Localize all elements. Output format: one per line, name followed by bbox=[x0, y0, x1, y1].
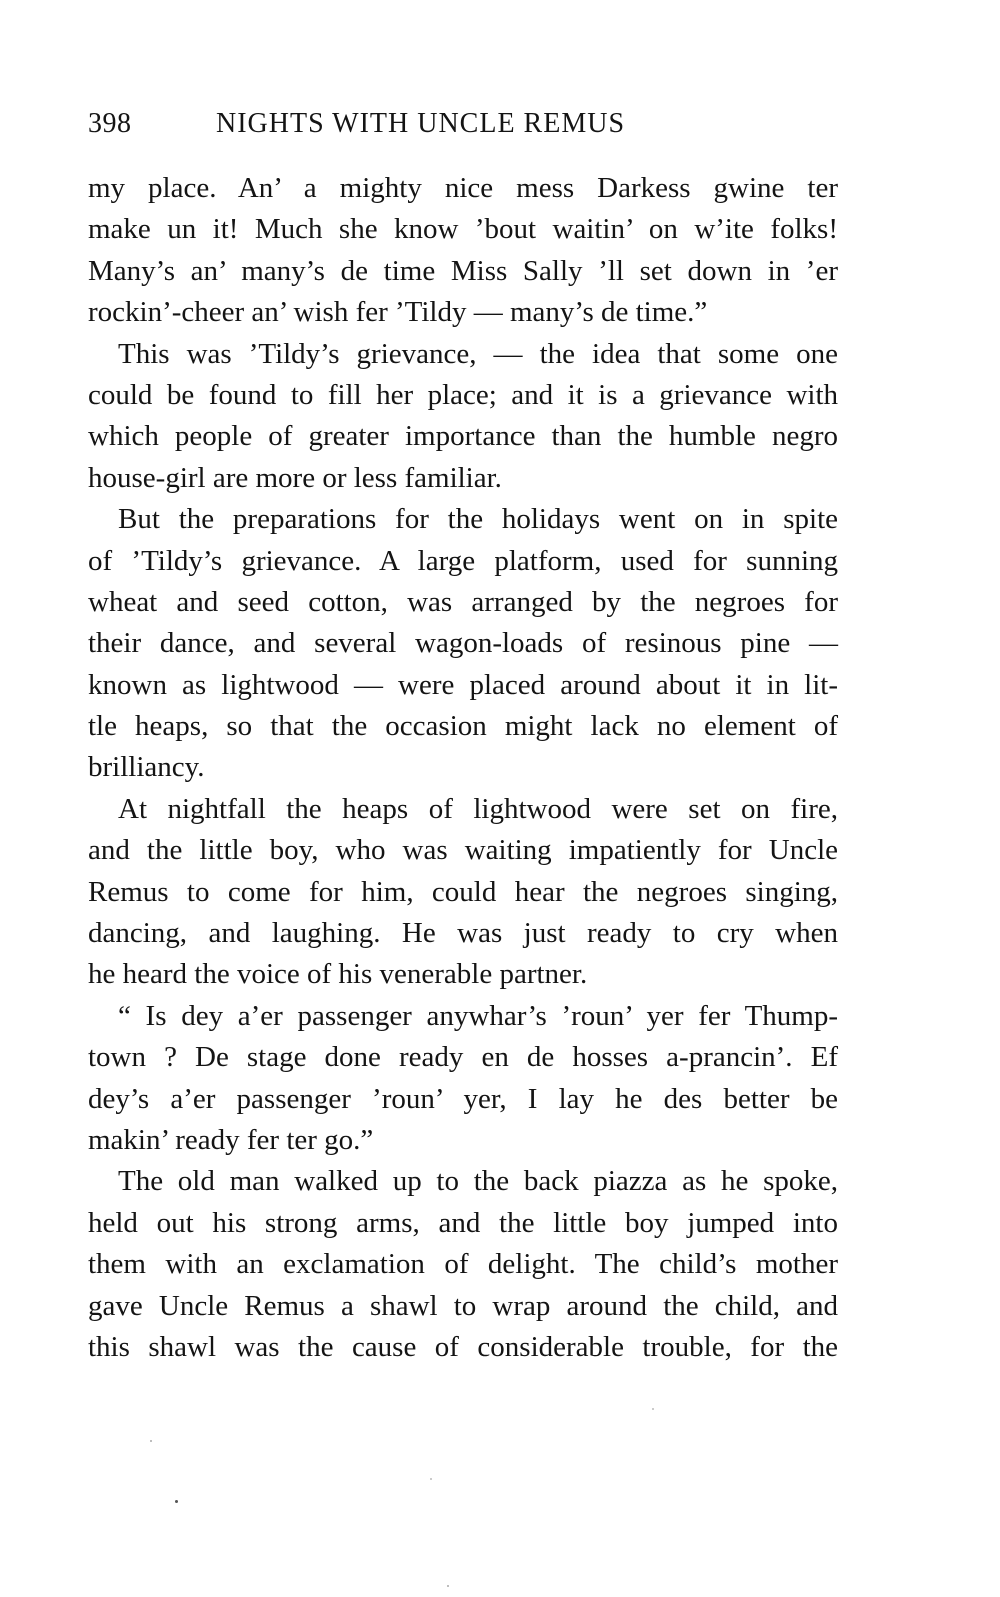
text-line: gave Uncle Remus a shawl to wrap around the child, and bbox=[88, 1289, 838, 1322]
text-line: Many’s an’ many’s de time Miss Sally ’ll set down in ’er bbox=[88, 254, 838, 287]
text-line: which people of greater importance than the humble negro bbox=[88, 420, 838, 453]
page-number: 398 bbox=[88, 108, 132, 139]
text-line: make un it! Much she know ’bout waitin’ on w’ite folks! bbox=[88, 213, 838, 246]
text-line: tle heaps, so that the occasion might lack no element of bbox=[88, 710, 838, 743]
text-line: my place. An’ a mighty nice mess Darkess gwine ter bbox=[88, 172, 838, 204]
text-line: dey’s a’er passenger ’roun’ yer, I lay he des better be bbox=[88, 1082, 838, 1115]
text-line: house-girl are more or less familiar. bbox=[88, 461, 502, 494]
text-line: wheat and seed cotton, was arranged by the negroes for bbox=[88, 585, 838, 618]
paragraph-first-line: The old man walked up to the back piazza as he spoke, bbox=[118, 1165, 838, 1198]
running-head bbox=[88, 108, 848, 152]
text-line: brilliancy. bbox=[88, 751, 205, 784]
text-line: their dance, and several wagon-loads of resinous pine — bbox=[88, 627, 838, 660]
text-line: held out his strong arms, and the little boy jumped into bbox=[88, 1206, 838, 1239]
text-line: and the little boy, who was waiting impatiently for Uncle bbox=[88, 834, 838, 867]
text-line: known as lightwood — were placed around about it in lit- bbox=[88, 668, 838, 701]
scan-speck bbox=[430, 1478, 432, 1480]
scan-speck bbox=[652, 1408, 654, 1410]
body-text bbox=[88, 168, 838, 1368]
text-line: dancing, and laughing. He was just ready to cry when bbox=[88, 917, 838, 950]
paragraph-first-line: At nightfall the heaps of lightwood were set on fire, bbox=[118, 792, 838, 825]
paragraph-first-line: “ Is dey a’er passenger anywhar’s ’roun’ yer fer Thump- bbox=[118, 999, 838, 1032]
text-line: he heard the voice of his venerable partner. bbox=[88, 958, 588, 991]
text-line: Remus to come for him, could hear the negroes singing, bbox=[88, 875, 838, 908]
text-line: could be found to fill her place; and it is a grievance with bbox=[88, 378, 838, 411]
scan-speck bbox=[150, 1440, 152, 1442]
text-line: makin’ ready fer ter go.” bbox=[88, 1123, 374, 1156]
running-title: NIGHTS WITH UNCLE REMUS bbox=[216, 108, 626, 139]
text-line: town ? De stage done ready en de hosses a-prancin’. Ef bbox=[88, 1041, 838, 1074]
paragraph-first-line: This was ’Tildy’s grievance, — the idea that some one bbox=[118, 337, 838, 370]
paragraph-first-line: But the preparations for the holidays went on in spite bbox=[118, 503, 838, 536]
text-line: them with an exclamation of delight. The child’s mother bbox=[88, 1248, 838, 1281]
text-line: rockin’-cheer an’ wish fer ’Tildy — many’s de time.” bbox=[88, 296, 708, 329]
text-line: of ’Tildy’s grievance. A large platform, used for sunning bbox=[88, 544, 838, 577]
scan-speck bbox=[447, 1585, 449, 1587]
text-line: this shawl was the cause of considerable trouble, for the bbox=[88, 1330, 838, 1363]
scan-speck bbox=[175, 1500, 178, 1503]
